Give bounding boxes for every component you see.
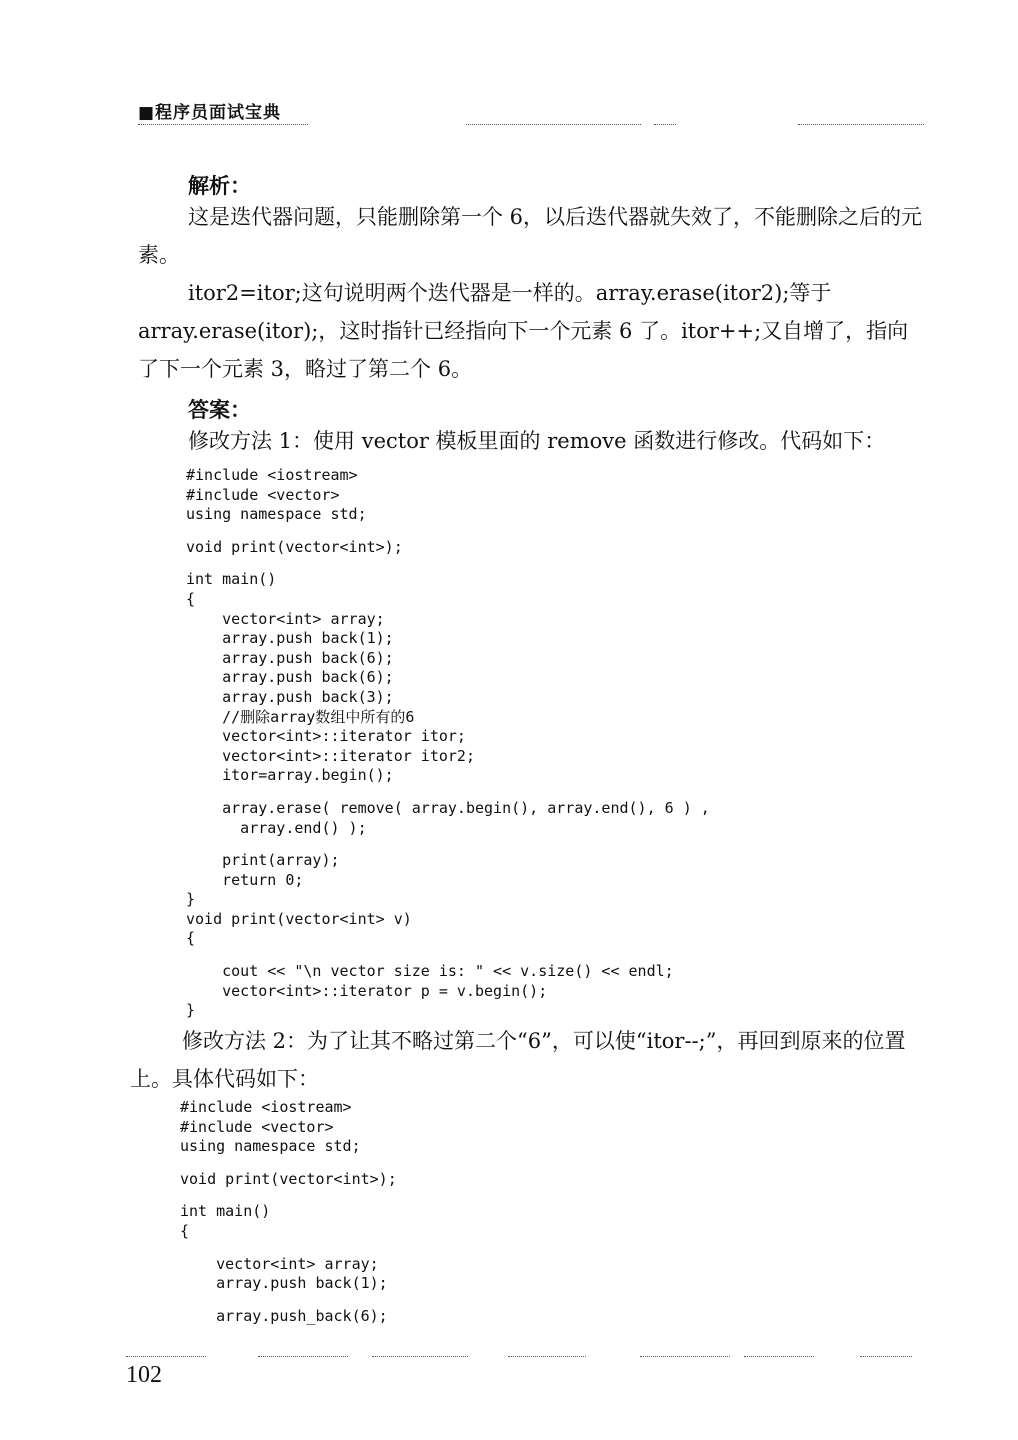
- code1-includes: #include <iostream> #include <vector> using namespace std;: [186, 466, 367, 524]
- running-header: ■程序员面试宝典: [138, 103, 282, 123]
- code2-push-back: array.push_back(6);: [180, 1306, 388, 1325]
- page-number: 102: [126, 1362, 162, 1388]
- analysis-paragraph-2: itor2=itor;这句说明两个迭代器是一样的。array.erase(itor2);等于 array.erase(itor);，这时指针已经指向下一个元素 6 了。itor++;又自增了，指向了下一个元素 3，略过了第二个 6。: [138, 281, 909, 381]
- header-rule: [798, 124, 924, 125]
- code2-array-decl: vector<int> array; array.push back(1);: [216, 1254, 388, 1293]
- footer-rule: [744, 1356, 814, 1357]
- analysis-heading: 解析：: [188, 174, 251, 198]
- header-rule: [654, 124, 676, 125]
- code-listing-2: [180, 1098, 397, 1326]
- code2-includes: #include <iostream> #include <vector> using namespace std;: [180, 1098, 361, 1156]
- footer-rule: [126, 1356, 206, 1357]
- header-rule: [466, 124, 641, 125]
- footer-rule: [372, 1356, 468, 1357]
- code1-main: int main() { vector<int> array; array.push back(1); array.push back(6); array.push back(6); array.push back(3); //删除array数组中所有的6 vector<int>::iterator itor; vector<int>::iterator itor2; itor=array.begin();: [186, 570, 475, 785]
- footer-rule: [258, 1356, 348, 1357]
- method2-intro: 修改方法 2：为了让其不略过第二个“6”，可以使“itor--;”，再回到原来的位置上。具体代码如下：: [130, 1029, 906, 1091]
- code2-prototype: void print(vector<int>);: [180, 1169, 397, 1188]
- footer-rule: [640, 1356, 730, 1357]
- header-rule: [138, 124, 308, 125]
- code1-print-body: cout << "\n vector size is: " << v.size() << endl; vector<int>::iterator p = v.begin(); }: [186, 962, 674, 1020]
- footer-rule: [508, 1356, 586, 1357]
- method1-intro: 修改方法 1：使用 vector 模板里面的 remove 函数进行修改。代码如下：: [188, 429, 886, 453]
- code1-prototype: void print(vector<int>);: [186, 537, 403, 556]
- code1-erase: array.erase( remove( array.begin(), array.end(), 6 ) , array.end() );: [222, 798, 710, 837]
- analysis-paragraph-1: 这是迭代器问题，只能删除第一个 6，以后迭代器就失效了，不能删除之后的元素。: [138, 205, 923, 267]
- code2-main: int main() {: [180, 1202, 271, 1240]
- answer-heading: 答案：: [188, 398, 251, 422]
- code-listing-1: [186, 466, 710, 1021]
- footer-rule: [860, 1356, 912, 1357]
- code1-return: print(array); return 0; } void print(vector<int> v) {: [186, 851, 412, 948]
